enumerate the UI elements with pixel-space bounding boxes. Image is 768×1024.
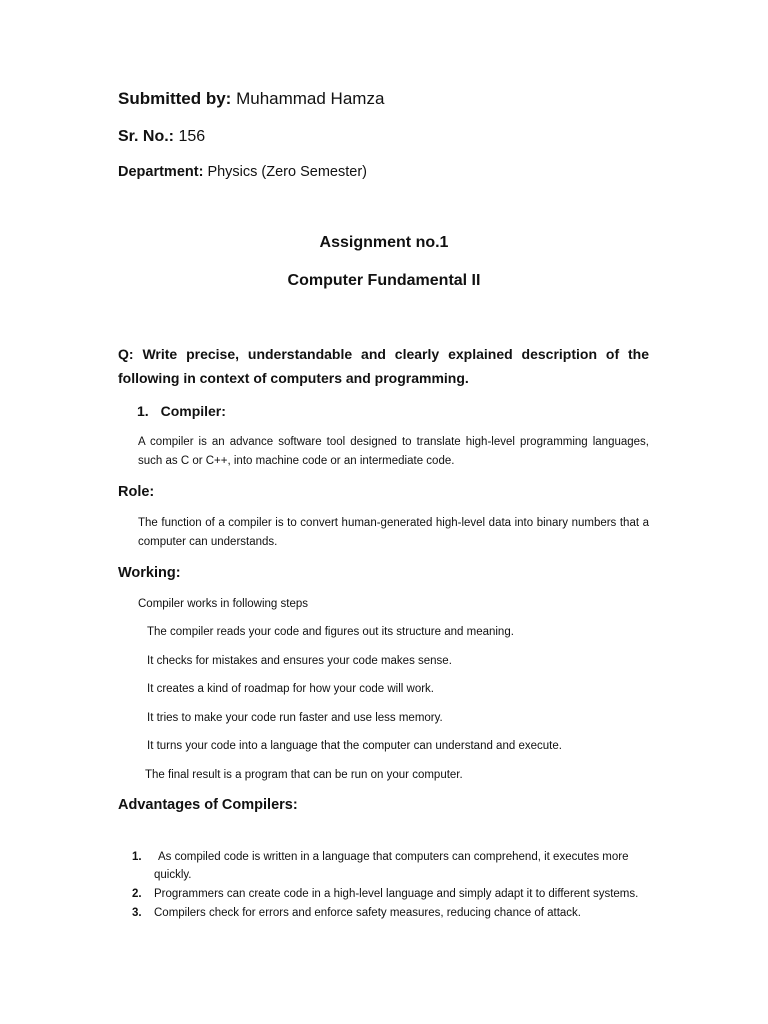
submitted-by-label: Submitted by: bbox=[118, 89, 232, 108]
question-text: Q: Write precise, understandable and clearly explained description of the following in context of computers and programming. bbox=[118, 346, 649, 386]
sr-no-label: Sr. No.: bbox=[118, 128, 175, 145]
advantage-text: Compilers check for errors and enforce safety measures, reducing chance of attack. bbox=[154, 907, 581, 919]
working-intro: Compiler works in following steps bbox=[138, 598, 309, 610]
role-heading: Role: bbox=[118, 484, 155, 500]
compiler-definition: A compiler is an advance software tool designed to translate high-level programming languages, such as C or C++, into machine code or an intermediate code. bbox=[138, 436, 649, 467]
assignment-title: Assignment no.1 bbox=[319, 234, 449, 251]
compiler-heading-label: Compiler: bbox=[160, 403, 226, 419]
advantage-number: 3. bbox=[132, 907, 142, 919]
department-value: Physics (Zero Semester) bbox=[207, 164, 367, 180]
working-step: It creates a kind of roadmap for how your code will work. bbox=[147, 683, 434, 695]
working-final: The final result is a program that can be run on your computer. bbox=[145, 769, 463, 781]
advantage-text: Programmers can create code in a high-level language and simply adapt it to different systems. bbox=[154, 888, 639, 900]
sr-no-line bbox=[118, 127, 205, 147]
advantage-text: As compiled code is written in a language that computers can comprehend, it executes more quickly. bbox=[154, 851, 629, 881]
working-step: It turns your code into a language that the computer can understand and execute. bbox=[147, 740, 562, 752]
advantage-item bbox=[118, 848, 649, 884]
subject-title: Computer Fundamental II bbox=[287, 272, 481, 289]
compiler-heading-number: 1. bbox=[137, 403, 149, 419]
submitted-by-line bbox=[118, 89, 384, 109]
sr-no-value: 156 bbox=[178, 128, 206, 145]
compiler-heading bbox=[137, 403, 226, 419]
advantage-item bbox=[118, 885, 649, 903]
department-line bbox=[118, 162, 367, 182]
working-step: It checks for mistakes and ensures your code makes sense. bbox=[147, 655, 452, 667]
working-step: The compiler reads your code and figures out its structure and meaning. bbox=[147, 626, 514, 638]
advantages-heading: Advantages of Compilers: bbox=[118, 797, 298, 813]
working-heading: Working: bbox=[118, 565, 181, 581]
advantage-number: 1. bbox=[132, 851, 142, 863]
advantage-number: 2. bbox=[132, 888, 142, 900]
department-label: Department: bbox=[118, 164, 204, 180]
working-step: It tries to make your code run faster and use less memory. bbox=[147, 712, 443, 724]
advantage-item bbox=[118, 904, 649, 922]
role-text: The function of a compiler is to convert human-generated high-level data into binary numbers that a computer can understands. bbox=[138, 517, 649, 548]
submitted-by-value: Muhammad Hamza bbox=[236, 89, 385, 108]
